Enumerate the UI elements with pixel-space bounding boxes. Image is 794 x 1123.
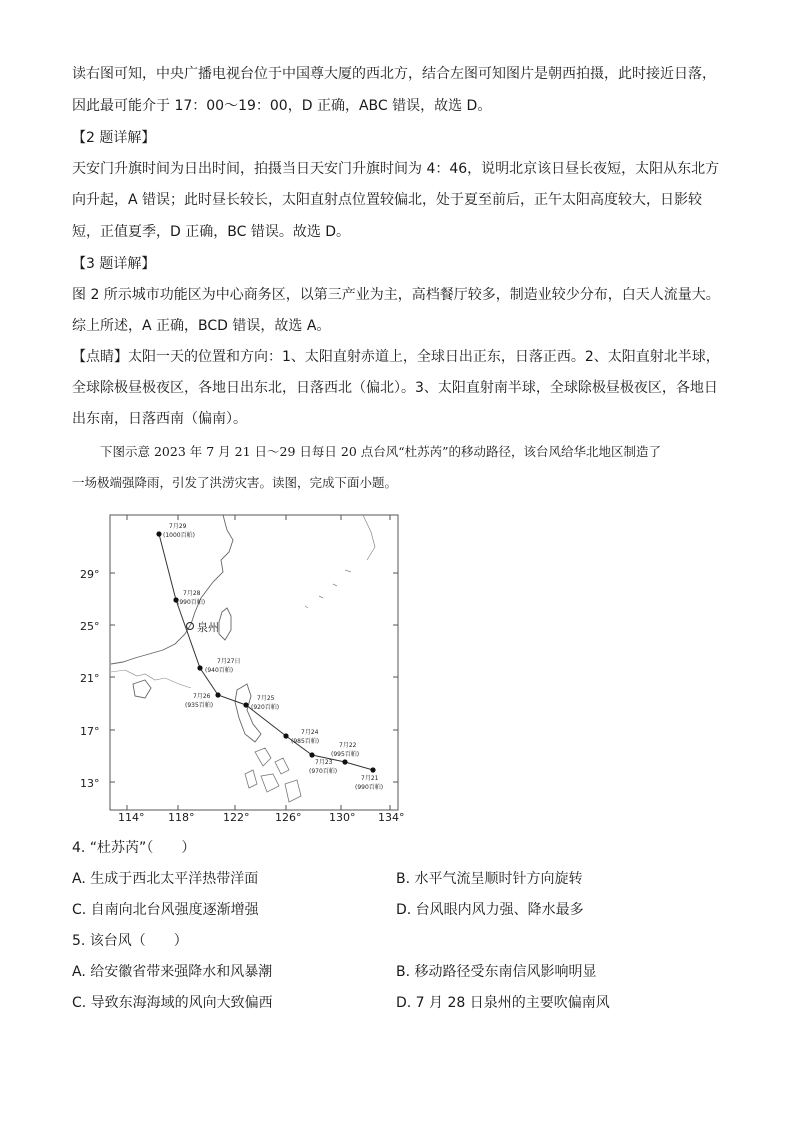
track-point-0722 <box>342 759 347 764</box>
track-date-label: 7月27日 <box>217 658 241 665</box>
lon-label-118: 118° <box>168 811 195 824</box>
q5-option-c[interactable]: C. 导致东海海域的风向大致偏西 <box>72 995 273 1011</box>
track-point-0726 <box>215 692 220 697</box>
section-heading: 【3 题详解】 <box>72 256 156 272</box>
q5-option-b[interactable]: B. 移动路径受东南信风影响明显 <box>396 964 597 980</box>
paragraph-line: 天安门升旗时间为日出时间，拍摄当日天安门升旗时间为 4：46，说明北京该日昼长夜短，太阳从东北方 <box>72 161 720 177</box>
paragraph-line: 图 2 所示城市功能区为中心商务区，以第三产业为主，高档餐厅较多，制造业较少分布，白天人流量大。 <box>72 287 720 303</box>
lat-label-17: 17° <box>80 725 100 738</box>
track-pressure-label: (990百帕) <box>355 784 384 791</box>
paragraph-line: 读右图可知，中央广播电视台位于中国尊大厦的西北方，结合左图可知图片是朝西拍摄，此时接近日落， <box>72 66 716 82</box>
lon-label-130: 130° <box>329 811 356 824</box>
typhoon-track-map <box>105 512 405 822</box>
paragraph-line: 因此最可能介于 17：00～19：00，D 正确，ABC 错误，故选 D。 <box>72 98 492 114</box>
q4-option-c[interactable]: C. 自南向北台风强度逐渐增强 <box>72 902 259 918</box>
track-pressure-label: (920百帕) <box>251 704 280 711</box>
q5-option-d[interactable]: D. 7 月 28 日泉州的主要吹偏南风 <box>396 995 610 1011</box>
paragraph-line: 出东南，日落西南（偏南）。 <box>72 411 247 427</box>
track-date-label: 7月25 <box>257 695 275 702</box>
paragraph-line: 全球除极昼极夜区，各地日出东北，日落西北（偏北）。3、太阳直射南半球，全球除极昼极夜区，各地日 <box>72 380 718 396</box>
track-pressure-label: (990百帕) <box>177 599 206 606</box>
track-pressure-label: (995百帕) <box>331 751 360 758</box>
section-heading: 【2 题详解】 <box>72 130 156 146</box>
question-4-stem: 4. “杜苏芮”（ ） <box>72 840 196 856</box>
lat-label-25: 25° <box>80 620 100 633</box>
track-date-label: 7月23 <box>315 759 333 766</box>
paragraph-line: 向升起，A 错误；此时昼长较长，太阳直射点位置较偏北，处于夏至前后，正午太阳高度较大，日影较 <box>72 192 703 208</box>
track-date-label: 7月26 <box>193 693 211 700</box>
track-pressure-label: (1000百帕) <box>163 532 195 539</box>
q4-option-b[interactable]: B. 水平气流呈顺时针方向旋转 <box>396 871 583 887</box>
track-point-0729 <box>156 531 161 536</box>
track-point-0727 <box>197 665 202 670</box>
track-date-label: 7月24 <box>301 729 319 736</box>
question-5-stem: 5. 该台风（ ） <box>72 933 188 949</box>
lat-label-21: 21° <box>80 672 100 685</box>
track-date-label: 7月22 <box>339 742 357 749</box>
track-date-label: 7月21 <box>361 775 379 782</box>
q4-option-a[interactable]: A. 生成于西北太平洋热带洋面 <box>72 871 259 887</box>
paragraph-line: 【点睛】太阳一天的位置和方向：1、太阳直射赤道上，全球日出正东，日落正西。2、太阳直射北半球， <box>72 349 720 365</box>
track-point-0721 <box>370 767 375 772</box>
track-point-0725 <box>243 702 248 707</box>
track-point-0723 <box>309 752 314 757</box>
paragraph-line: 综上所述，A 正确，BCD 错误，故选 A。 <box>72 318 331 334</box>
track-point-0724 <box>283 733 288 738</box>
lon-label-114: 114° <box>118 811 145 824</box>
lon-label-134: 134° <box>378 811 405 824</box>
city-label-quanzhou: 泉州 <box>197 621 219 634</box>
track-date-label: 7月29 <box>169 523 187 530</box>
track-pressure-label: (970百帕) <box>309 768 338 775</box>
lon-label-126: 126° <box>275 811 302 824</box>
paragraph-line: 短，正值夏季，D 正确，BC 错误。故选 D。 <box>72 224 351 240</box>
question-intro: 下图示意 2023 年 7 月 21 日～29 日每日 20 点台风“杜苏芮”的移动路径，该台风给华北地区制造了 <box>100 444 662 459</box>
lat-label-13: 13° <box>80 777 100 790</box>
track-date-label: 7月28 <box>183 590 201 597</box>
track-pressure-label: (935百帕) <box>185 702 214 709</box>
lon-label-122: 122° <box>223 811 250 824</box>
question-intro: 一场极端强降雨，引发了洪涝灾害。读图，完成下面小题。 <box>72 475 398 490</box>
lat-label-29: 29° <box>80 568 100 581</box>
track-pressure-label: (985百帕) <box>291 738 320 745</box>
q5-option-a[interactable]: A. 给安徽省带来强降水和风暴潮 <box>72 964 273 980</box>
q4-option-d[interactable]: D. 台风眼内风力强、降水最多 <box>396 902 584 918</box>
track-pressure-label: (940百帕) <box>205 667 234 674</box>
